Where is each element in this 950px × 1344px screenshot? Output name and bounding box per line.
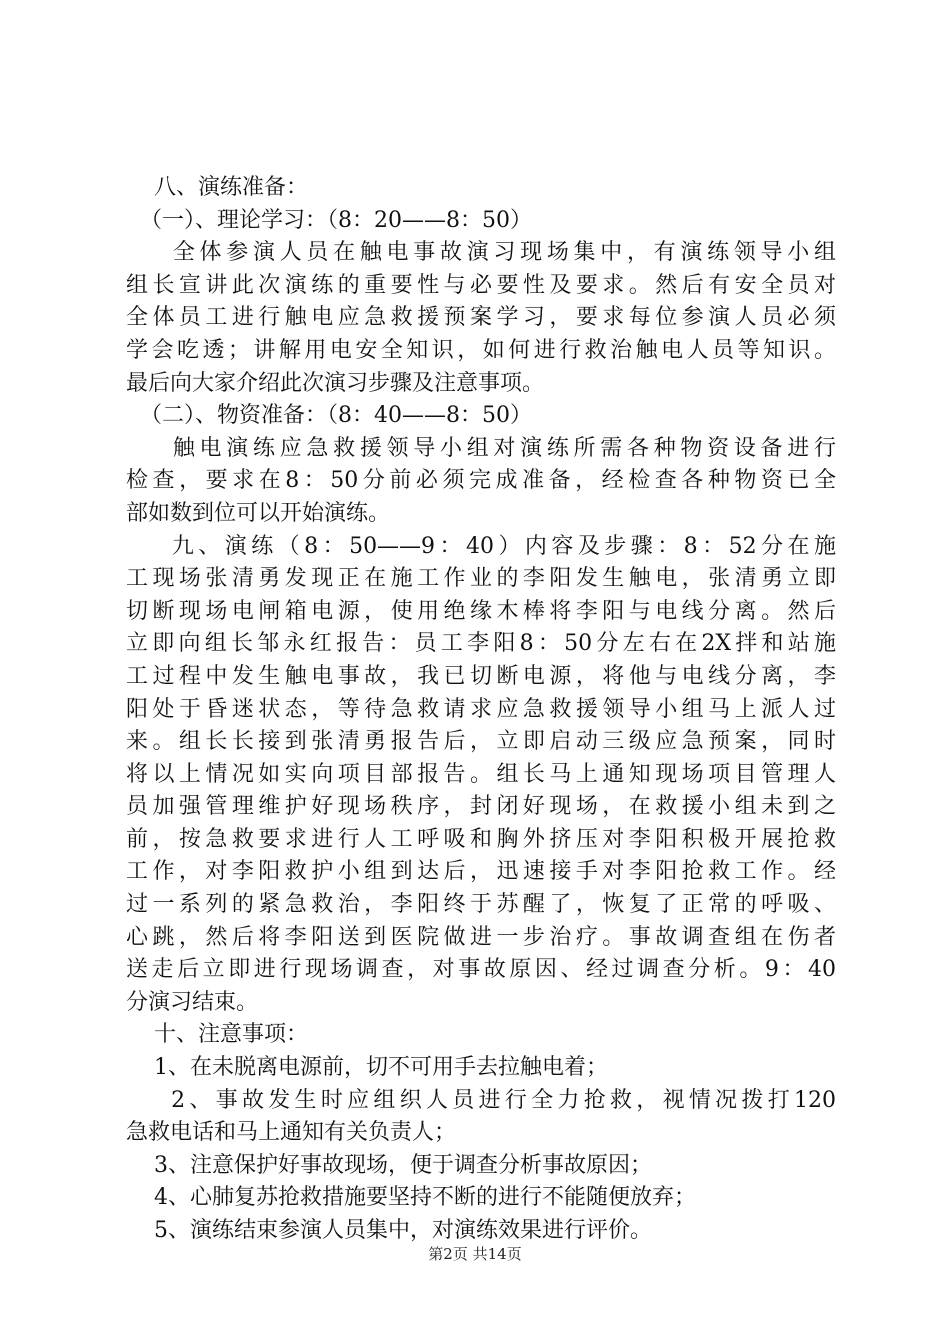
text-line: 送走后立即进行现场调查，对事故原因、经过调查分析。9：40 [126, 957, 836, 983]
text-line: 工作，对李阳救护小组到达后，迅速接手对李阳抢救工作。经 [126, 859, 836, 885]
text-line: 心跳，然后将李阳送到医院做进一步治疗。事故调查组在伤者 [126, 924, 836, 950]
text-line: 阳处于昏迷状态，等待急救请求应急救援领导小组马上派人过 [126, 696, 836, 722]
text-line: 2、事故发生时应组织人员进行全力抢救，视情况拨打120 [126, 1087, 836, 1113]
text-line: 员加强管理维护好现场秩序，封闭好现场，在救援小组未到之 [126, 794, 836, 820]
text-line: 部如数到位可以开始演练。 [126, 500, 391, 526]
text-line: 八、演练准备： [126, 175, 308, 200]
text-line: 九、演练（8：50——9：40）内容及步骤：8：52分在施 [126, 533, 836, 559]
text-line: 学会吃透；讲解用电安全知识，如何进行救治触电人员等知识。 [126, 337, 836, 363]
text-line: 分演习结束。 [126, 989, 259, 1015]
text-line: 工现场张清勇发现正在施工作业的李阳发生触电，张清勇立即 [126, 566, 836, 592]
text-line: 组长宣讲此次演练的重要性与必要性及要求。然后有安全员对 [126, 272, 836, 298]
text-line: 5、演练结束参演人员集中，对演练效果进行评价。 [126, 1218, 652, 1243]
text-line: 1、在未脱离电源前，切不可用手去拉触电着； [126, 1055, 608, 1081]
text-line: 触电演练应急救援领导小组对演练所需各种物资设备进行 [126, 435, 836, 461]
text-line: 切断现场电闸箱电源，使用绝缘木棒将李阳与电线分离。然后 [126, 598, 836, 624]
text-line: 检查，要求在8：50分前必须完成准备，经检查各种物资已全 [126, 468, 836, 494]
text-line: 全体员工进行触电应急救援预案学习，要求每位参演人员必须 [126, 305, 836, 331]
text-line: 3、注意保护好事故现场，便于调查分析事故原因； [126, 1152, 652, 1178]
text-line: 4、心肺复苏抢救措施要坚持不断的进行不能随便放弃； [126, 1185, 696, 1211]
text-line: 将以上情况如实向项目部报告。组长马上通知现场项目管理人 [126, 761, 836, 787]
text-line: 过一系列的紧急救治，李阳终于苏醒了，恢复了正常的呼吸、 [126, 892, 836, 918]
page-footer: 第2页 共14页 [428, 1245, 522, 1263]
document-body [126, 172, 836, 1248]
text-line: 工过程中发生触电事故，我已切断电源，将他与电线分离，李 [126, 663, 836, 689]
text-line: 前，按急救要求进行人工呼吸和胸外挤压对李阳积极开展抢救 [126, 826, 836, 852]
text-line: （一）、理论学习：（8：20——8：50） [126, 207, 532, 233]
text-line: 全体参演人员在触电事故演习现场集中，有演练领导小组 [126, 240, 836, 266]
text-line: 来。组长长接到张清勇报告后，立即启动三级应急预案，同时 [126, 729, 836, 755]
text-line: 十、注意事项： [126, 1022, 308, 1048]
text-line: 急救电话和马上通知有关负责人； [126, 1120, 457, 1146]
text-line: 立即向组长邹永红报告：员工李阳8：50分左右在2X拌和站施 [126, 631, 836, 657]
text-line: （二）、物资准备：（8：40——8：50） [126, 403, 532, 429]
text-line: 最后向大家介绍此次演习步骤及注意事项。 [126, 370, 545, 396]
